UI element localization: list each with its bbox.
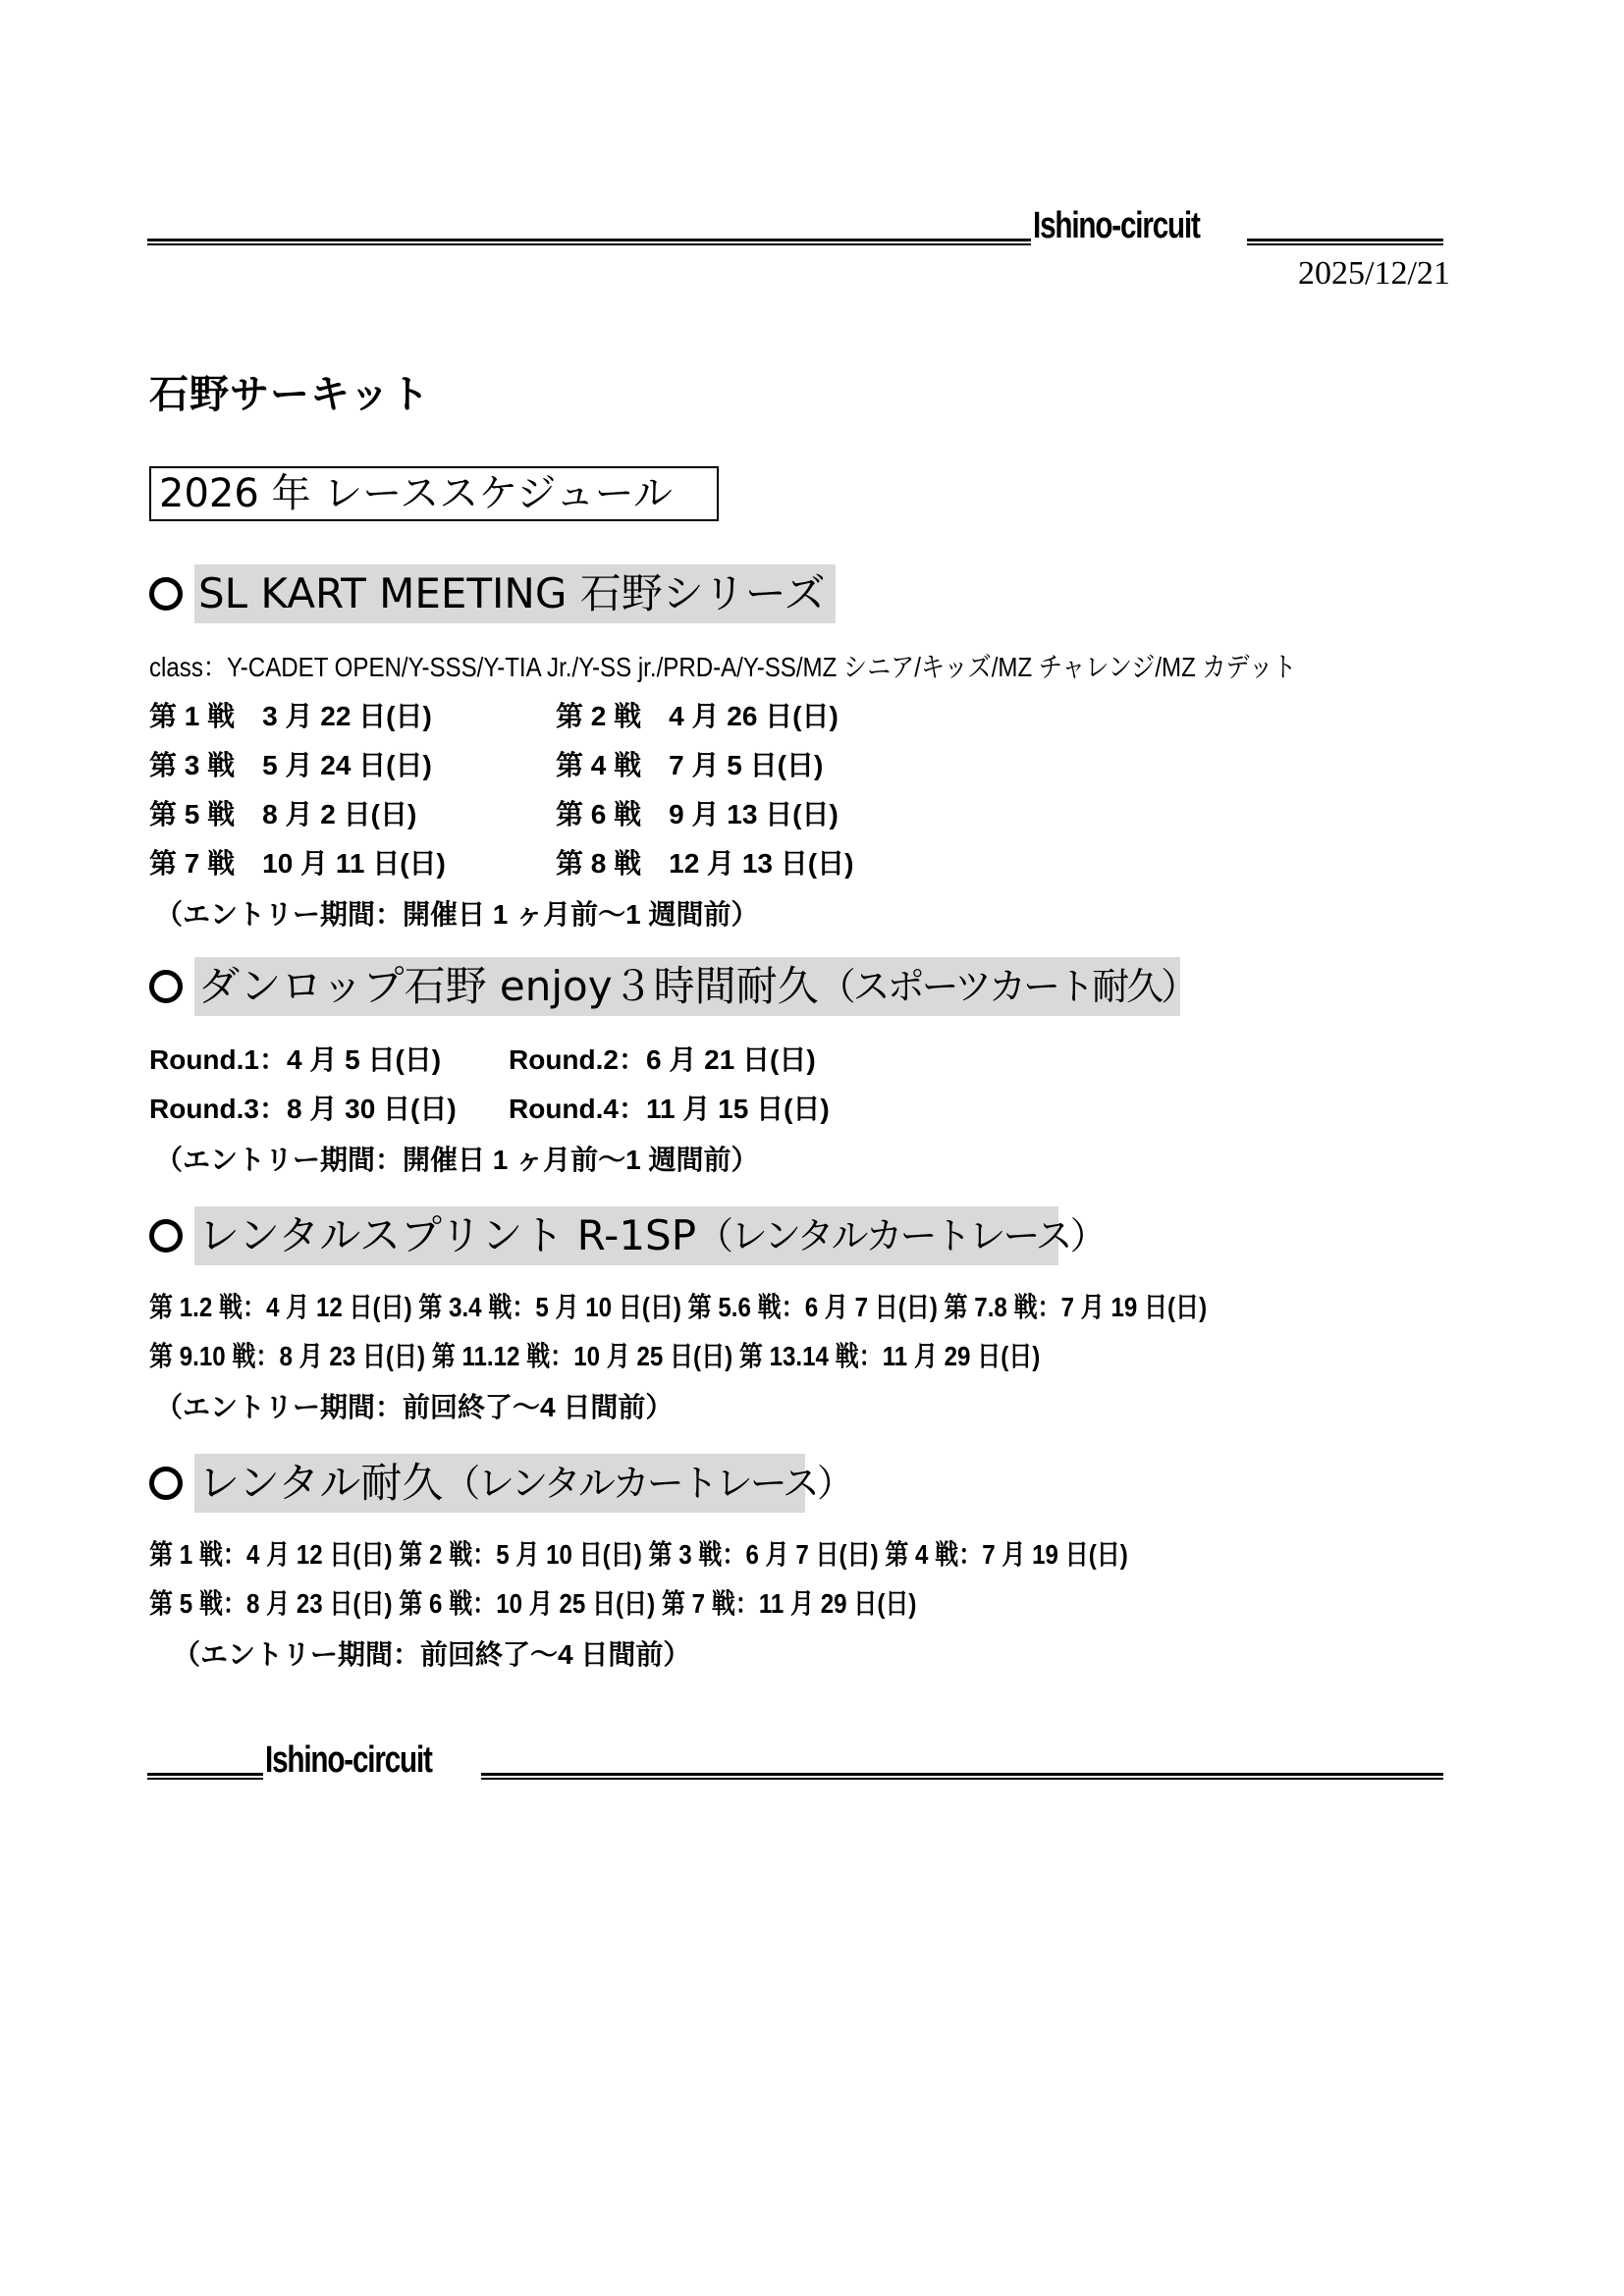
race-date-line: 第 1.2 戦：4 月 12 日(日) 第 3.4 戦：5 月 10 日(日) 第 5.6 戦：6 月 7 日(日) 第 7.8 戦：7 月 19 日(日) [149,1292,1208,1322]
section-subtitle: （レンタルカートレース） [443,1462,851,1505]
race-date: 第 2 戦 4 月 26 日(日) [556,701,839,731]
section-title-text: ダンロップ石野 enjoy３時間耐久 [198,962,819,1010]
section-title [194,957,1196,1016]
header-rule-right [1247,239,1443,245]
section-subtitle: （スポーツカート耐久） [818,965,1196,1008]
entry-period: （エントリー期間：前回終了～4 日間前） [173,1639,691,1670]
race-date: 第 3 戦 5 月 24 日(日) [149,750,432,780]
schedule-title: 2026 年 レーススケジュール [159,471,673,516]
footer-rule-right [481,1773,1443,1780]
class-list: class：Y-CADET OPEN/Y-SSS/Y-TIA Jr./Y-SS jr./PRD-A/Y-SS/MZ シニア/キッズ/MZ チャレンジ/MZ カデット [149,652,1297,682]
race-date-line: 第 9.10 戦：8 月 23 日(日) 第 11.12 戦：10 月 25 日(日) 第 13.14 戦：11 月 29 日(日) [149,1341,1041,1371]
section-title-text: レンタルスプリント R-1SP [198,1211,697,1259]
section-subtitle: （レンタルカートレース） [696,1214,1105,1257]
section-title-text: レンタル耐久 [198,1459,444,1507]
race-date: Round.2：6 月 21 日(日) [509,1044,816,1075]
section-rental-sprint-heading [149,1206,1105,1265]
race-date: 第 7 戦 10 月 11 日(日) [149,848,446,879]
entry-period: （エントリー期間：開催日 1 ヶ月前～1 週間前） [155,1145,759,1175]
footer-brand: Ishino-circuit [265,1739,432,1781]
section-title [194,1206,1105,1265]
section-title [194,564,836,623]
header-rule-left [147,239,1031,245]
section-sl-kart-heading [149,564,836,623]
circle-bullet-icon [149,577,183,611]
section-rental-endurance-heading [149,1454,851,1513]
circle-bullet-icon [149,970,183,1003]
circuit-name: 石野サーキット [149,372,431,417]
header-brand: Ishino-circuit [1033,205,1200,246]
schedule-title-box [149,466,719,521]
entry-period: （エントリー期間：前回終了～4 日間前） [155,1392,674,1422]
race-date-line: 第 1 戦：4 月 12 日(日) 第 2 戦：5 月 10 日(日) 第 3 戦：6 月 7 日(日) 第 4 戦：7 月 19 日(日) [149,1539,1128,1570]
race-date: 第 4 戦 7 月 5 日(日) [556,750,824,780]
section-dunlop-heading [149,957,1196,1016]
entry-period: （エントリー期間：開催日 1 ヶ月前～1 週間前） [155,899,759,930]
race-date-line: 第 5 戦：8 月 23 日(日) 第 6 戦：10 月 25 日(日) 第 7 戦：11 月 29 日(日) [149,1588,917,1619]
circle-bullet-icon [149,1467,183,1500]
circle-bullet-icon [149,1219,183,1253]
race-date: Round.1：4 月 5 日(日) [149,1044,442,1075]
race-date: 第 6 戦 9 月 13 日(日) [556,799,839,829]
race-date: Round.4：11 月 15 日(日) [509,1094,830,1124]
race-date: 第 1 戦 3 月 22 日(日) [149,701,432,731]
footer-rule-left [147,1773,263,1780]
section-title [194,1454,851,1513]
section-title-text: SL KART MEETING 石野シリーズ [198,569,826,617]
race-date: 第 5 戦 8 月 2 日(日) [149,799,417,829]
document-date: 2025/12/21 [1298,255,1450,292]
race-date: Round.3：8 月 30 日(日) [149,1094,457,1124]
race-date: 第 8 戦 12 月 13 日(日) [556,848,854,879]
